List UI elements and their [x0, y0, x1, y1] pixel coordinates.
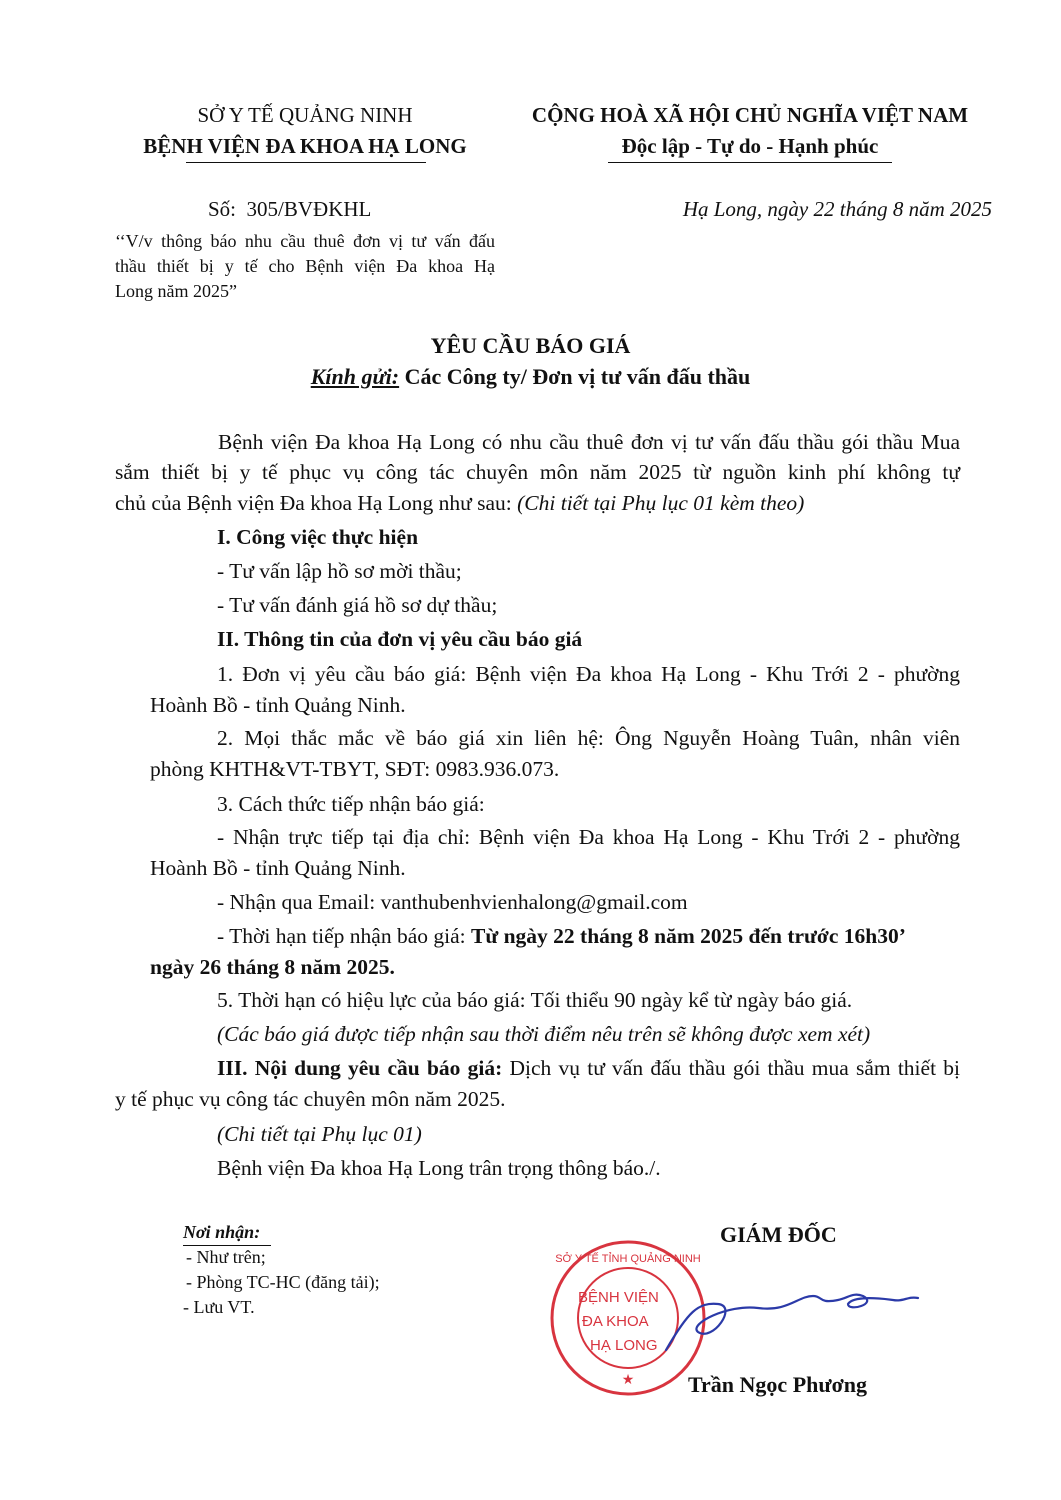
recipient-item: - Như trên; — [186, 1247, 266, 1267]
doc-number — [208, 197, 371, 222]
section2-item2-cont: phòng KHTH&VT-TBYT, SĐT: 0983.936.073. — [150, 757, 560, 781]
intro-line-last — [115, 491, 804, 516]
section2-note: (Các báo giá được tiếp nhận sau thời điểm nêu trên sẽ không được xem xét) — [217, 1022, 871, 1046]
subject — [115, 229, 495, 304]
issue-date: Hạ Long, ngày 22 tháng 8 năm 2025 — [682, 197, 992, 221]
doc-number-label: Số: — [208, 197, 237, 221]
section3-line — [217, 1056, 960, 1081]
deadline-label: - Thời hạn tiếp nhận báo giá: — [217, 924, 471, 948]
header-right-underline — [608, 162, 892, 163]
stamp-line: BỆNH VIỆN — [578, 1289, 659, 1306]
section2-item1: 1. Đơn vị yêu cầu báo giá: Bệnh viện Đa khoa Hạ Long - Khu Trới 2 - phường — [217, 662, 960, 686]
section3-heading: III. Nội dung yêu cầu báo giá: — [217, 1056, 503, 1080]
hospital-name: BỆNH VIỆN ĐA KHOA HẠ LONG — [143, 134, 467, 158]
section2-item1-cont: Hoành Bồ - tỉnh Quảng Ninh. — [150, 693, 406, 717]
doc-number-suffix: /BVĐKHL — [278, 197, 372, 221]
subject-line: Long năm 2025” — [115, 281, 237, 301]
recipient-label: Kính gửi: — [310, 364, 400, 389]
header-left-underline — [186, 162, 426, 163]
section2-item3: 3. Cách thức tiếp nhận báo giá: — [217, 792, 485, 816]
document-title: YÊU CẦU BÁO GIÁ — [430, 333, 631, 358]
stamp-ring-text: SỞ Y TẾ TỈNH QUẢNG NINH — [555, 1253, 701, 1265]
section3-text: Dịch vụ tư vấn đấu thầu gói thầu mua sắm thiết bị — [502, 1056, 960, 1080]
star-icon: ★ — [621, 1371, 635, 1387]
section2-deadline — [217, 924, 906, 949]
stamp-seal — [552, 1242, 704, 1394]
closing-line: Bệnh viện Đa khoa Hạ Long trân trọng thông báo./. — [217, 1156, 661, 1180]
intro-line: Bệnh viện Đa khoa Hạ Long có nhu cầu thuê đơn vị tư vấn đấu thầu gói thầu Mua — [218, 430, 960, 454]
doc-number-value: 305 — [246, 197, 279, 221]
subject-line: ‘‘V/v thông báo nhu cầu thuê đơn vị tư vấn đấu — [115, 231, 495, 251]
national-motto: Độc lập - Tự do - Hạnh phúc — [621, 134, 879, 158]
subject-line: thầu thiết bị y tế cho Bệnh viện Đa khoa Hạ — [115, 256, 495, 276]
section2-item5: 5. Thời hạn có hiệu lực của báo giá: Tối thiểu 90 ngày kể từ ngày báo giá. — [217, 988, 853, 1012]
dept-name: SỞ Y TẾ QUẢNG NINH — [197, 103, 413, 127]
signer-name: Trần Ngọc Phương — [688, 1372, 867, 1397]
recipient-line — [0, 364, 1061, 390]
intro-note: (Chi tiết tại Phụ lục 01 kèm theo) — [517, 491, 805, 515]
recipient-item: - Phòng TC-HC (đăng tải); — [186, 1272, 380, 1292]
recipients-underline — [183, 1245, 271, 1246]
section2-email: - Nhận qua Email: vanthubenhvienhalong@gmail.com — [217, 890, 688, 914]
section3-text-cont: y tế phục vụ công tác chuyên môn năm 2025. — [115, 1087, 506, 1111]
section1-item: - Tư vấn lập hồ sơ mời thầu; — [217, 559, 462, 583]
stamp-line: HẠ LONG — [590, 1337, 658, 1354]
recipient-item: - Lưu VT. — [183, 1297, 255, 1317]
section2-direct: - Nhận trực tiếp tại địa chỉ: Bệnh viện Đa khoa Hạ Long - Khu Trới 2 - phường — [217, 825, 960, 849]
deadline-value: Từ ngày 22 tháng 8 năm 2025 đến trước 16h30’ — [470, 924, 906, 948]
section2-direct-cont: Hoành Bồ - tỉnh Quảng Ninh. — [150, 856, 406, 880]
section1-heading: I. Công việc thực hiện — [217, 525, 419, 549]
section1-item: - Tư vấn đánh giá hồ sơ dự thầu; — [217, 593, 498, 617]
section2-heading: II. Thông tin của đơn vị yêu cầu báo giá — [217, 627, 583, 651]
intro-text: chủ của Bệnh viện Đa khoa Hạ Long như sau: — [115, 491, 518, 515]
intro-line: sắm thiết bị y tế phục vụ công tác chuyên môn năm 2025 từ nguồn kinh phí không tự — [115, 460, 960, 484]
section2-item2: 2. Mọi thắc mắc về báo giá xin liên hệ: Ông Nguyễn Hoàng Tuân, nhân viên — [217, 726, 960, 750]
recipient-value: Các Công ty/ Đơn vị tư vấn đấu thầu — [404, 364, 751, 389]
deadline-value-cont: ngày 26 tháng 8 năm 2025. — [150, 955, 395, 979]
section3-note: (Chi tiết tại Phụ lục 01) — [217, 1122, 422, 1146]
signer-title: GIÁM ĐỐC — [720, 1222, 837, 1247]
recipients-label: Nơi nhận: — [183, 1222, 261, 1242]
country-name: CỘNG HOÀ XÃ HỘI CHỦ NGHĨA VIỆT NAM — [531, 103, 969, 127]
stamp-line: ĐA KHOA — [582, 1313, 649, 1330]
